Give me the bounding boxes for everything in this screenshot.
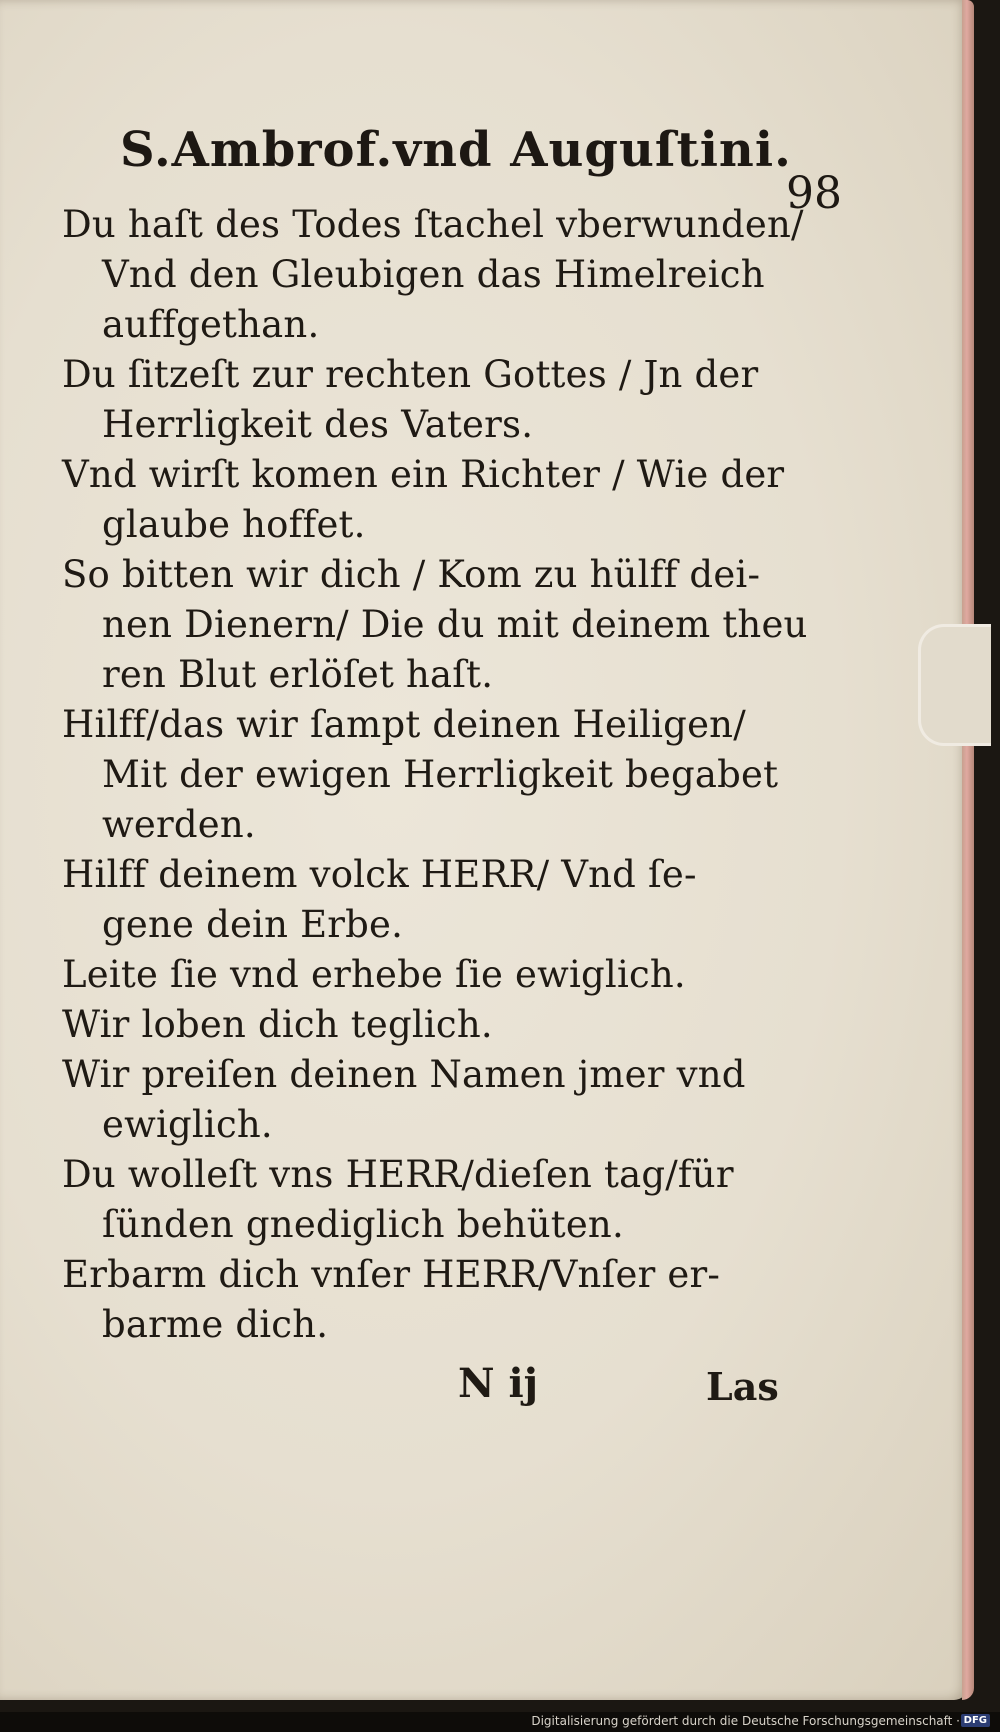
text-line: Wir preiſen deinen Namen jmer vnd bbox=[62, 1053, 746, 1096]
text-line: Hilff/das wir ſampt deinen Heiligen/ bbox=[62, 703, 746, 746]
text-line: Vnd den Gleubigen das Himelreich bbox=[102, 253, 765, 296]
signature-mark: N ij bbox=[458, 1360, 539, 1407]
text-line: So bitten wir dich / Kom zu hülff dei- bbox=[62, 553, 761, 596]
page-edge bbox=[962, 0, 974, 1700]
dfg-logo: DFG bbox=[961, 1714, 990, 1727]
text-line: Hilff deinem volck HERR/ Vnd ſe- bbox=[62, 853, 697, 896]
page-number: 98 bbox=[786, 168, 842, 219]
text-line: gene dein Erbe. bbox=[102, 903, 404, 946]
text-line: Vnd wirſt komen ein Richter / Wie der bbox=[62, 453, 785, 496]
text-line: Du ſitzeſt zur rechten Gottes / Jn der bbox=[62, 353, 759, 396]
running-head: S.Ambrof.vnd Auguſtini. bbox=[120, 122, 792, 178]
text-line: werden. bbox=[102, 803, 256, 846]
text-line: ren Blut erlöſet haſt. bbox=[102, 653, 494, 696]
text-line: Du wolleſt vns HERR/dieſen tag/für bbox=[62, 1153, 734, 1196]
text-line: auffgethan. bbox=[102, 303, 320, 346]
text-line: ſünden gnediglich behüten. bbox=[102, 1203, 624, 1246]
text-line: Mit der ewigen Herrligkeit begabet bbox=[102, 753, 779, 796]
text-line: Herrligkeit des Vaters. bbox=[102, 403, 534, 446]
funding-credit: Digitalisierung gefördert durch die Deutsche Forschungsgemeinschaft · bbox=[531, 1714, 960, 1728]
text-line: Leite ſie vnd erhebe ſie ewiglich. bbox=[62, 953, 686, 996]
text-line: barme dich. bbox=[102, 1303, 329, 1346]
text-line: Wir loben dich teglich. bbox=[62, 1003, 493, 1046]
text-line: nen Dienern/ Die du mit deinem theu bbox=[102, 603, 808, 646]
catchword: Las bbox=[706, 1364, 779, 1409]
verse-block bbox=[62, 200, 808, 1350]
clasp-tab bbox=[918, 624, 991, 746]
text-line: ewiglich. bbox=[102, 1103, 273, 1146]
text-line: Erbarm dich vnſer HERR/Vnſer er- bbox=[62, 1253, 721, 1296]
text-line: Du haſt des Todes ſtachel vberwunden/ bbox=[62, 203, 804, 246]
text-line: glaube hoffet. bbox=[102, 503, 366, 546]
